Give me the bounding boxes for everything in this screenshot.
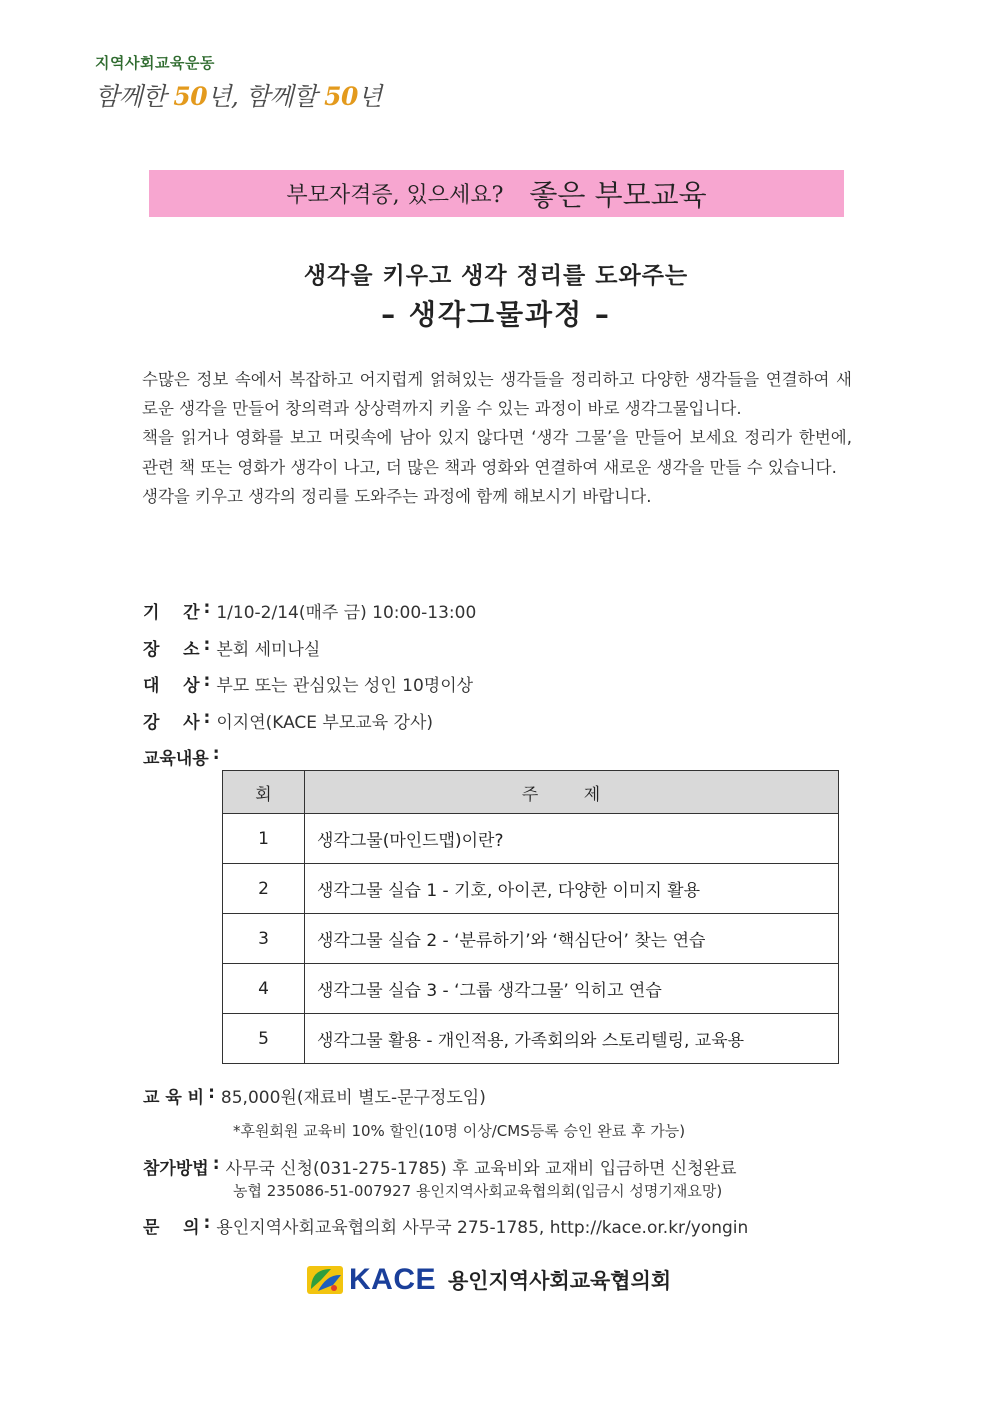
header-topic: 주 제 (305, 771, 839, 814)
slogan-num1: 50 (173, 82, 208, 111)
slogan-bottom (95, 77, 382, 113)
info-value: 사무국 신청(031-275-1785) 후 교육비와 교재비 입금하면 신청완료 (225, 1159, 737, 1179)
header-num: 회 (223, 771, 305, 814)
info-value: 85,000원(재료비 별도-문구정도임) (220, 1088, 486, 1108)
info-label: 문 의 (143, 1218, 200, 1238)
footer-logo (307, 1263, 671, 1297)
course-title: – 생각그물과정 – (381, 298, 611, 331)
info-label: 강 사 (143, 713, 200, 733)
info-fee: 교 육 비 : 85,000원(재료비 별도-문구정도임) (143, 1083, 486, 1108)
info-teacher: 강 사 : 이지연(KACE 부모교육 강사) (143, 708, 434, 733)
info-period: 기 간 : 1/10-2/14(매주 금) 10:00-13:00 (143, 598, 477, 623)
banner-question: 부모자격증, 있으세요? (286, 183, 504, 208)
fee-note: *후원회원 교육비 10% 할인(10명 이상/CMS등록 승인 완료 후 가능) (233, 1122, 686, 1140)
logo-text: KACE (349, 1263, 437, 1296)
subtitle: 생각을 키우고 생각 정리를 도와주는 (303, 263, 689, 289)
table-row (223, 914, 839, 964)
session-topic: 생각그물(마인드맵)이란? (305, 814, 839, 864)
intro-text (142, 365, 852, 511)
kace-logo-icon (307, 1263, 345, 1297)
info-label: 교육내용 (143, 749, 209, 769)
session-number: 1 (223, 814, 305, 864)
info-value: 본회 세미나실 (216, 640, 321, 660)
table-row (223, 864, 839, 914)
session-topic: 생각그물 활용 - 개인적용, 가족회의와 스토리텔링, 교육용 (305, 1014, 839, 1064)
info-label: 참가방법 (143, 1159, 209, 1179)
info-place: 장 소 : 본회 세미나실 (143, 635, 321, 660)
table-row (223, 964, 839, 1014)
header-slogan (95, 52, 382, 113)
slogan-part2: 년, 함께할 (207, 82, 325, 111)
info-label: 장 소 (143, 640, 200, 660)
info-target: 대 상 : 부모 또는 관심있는 성인 10명이상 (143, 671, 474, 696)
info-value: 이지연(KACE 부모교육 강사) (216, 713, 434, 733)
bank-account: 농협 235086-51-007927 용인지역사회교육협의회(입금시 성명기재요망) (233, 1182, 723, 1200)
session-topic: 생각그물 실습 3 - ‘그룹 생각그물’ 익히고 연습 (305, 964, 839, 1014)
session-number: 3 (223, 914, 305, 964)
session-number: 2 (223, 864, 305, 914)
session-topic: 생각그물 실습 1 - 기호, 아이콘, 다양한 이미지 활용 (305, 864, 839, 914)
slogan-num2: 50 (324, 82, 358, 111)
schedule-table (222, 770, 839, 1064)
info-contact: 문 의 : 용인지역사회교육협의회 사무국 275-1785, http://kace.or.kr/yongin (143, 1213, 749, 1238)
slogan-part1: 함께한 (95, 82, 174, 111)
info-label: 교 육 비 (143, 1088, 205, 1108)
info-apply: 참가방법 : 사무국 신청(031-275-1785) 후 교육비와 교재비 입금하면 신청완료 (143, 1154, 737, 1179)
banner-emphasis: 좋은 부모교육 (529, 178, 707, 212)
intro-paragraph: 생각을 키우고 생각의 정리를 도와주는 과정에 함께 해보시기 바랍니다. (142, 486, 652, 506)
info-label: 대 상 (143, 676, 200, 696)
session-topic: 생각그물 실습 2 - ‘분류하기’와 ‘핵심단어’ 찾는 연습 (305, 914, 839, 964)
table-row (223, 814, 839, 864)
slogan-top: 지역사회교육운동 (95, 54, 215, 72)
info-value: 1/10-2/14(매주 금) 10:00-13:00 (216, 603, 477, 623)
slogan-part3: 년 (357, 82, 382, 111)
info-content: 교육내용 : (143, 744, 220, 769)
info-label: 기 간 (143, 603, 200, 623)
table-header-row (223, 771, 839, 814)
info-value: 용인지역사회교육협의회 사무국 275-1785, http://kace.or.kr/yongin (216, 1218, 749, 1238)
intro-paragraph: 책을 읽거나 영화를 보고 머릿속에 남아 있지 않다면 ‘생각 그물’을 만들어 보세요 정리가 한번에, 관련 책 또는 영화가 생각이 나고, 더 많은 책과 영화와 연결하여 새로운 생각을 만들 수 있습니다. (142, 428, 852, 477)
org-name: 용인지역사회교육협의회 (448, 1269, 672, 1293)
session-number: 5 (223, 1014, 305, 1064)
title-banner (149, 170, 844, 217)
intro-paragraph: 수많은 정보 속에서 복잡하고 어지럽게 얽혀있는 생각들을 정리하고 다양한 생각들을 연결하여 새로운 생각을 만들어 창의력과 상상력까지 키울 수 있는 과정이 바로 생각그물입니다. (142, 370, 852, 419)
session-number: 4 (223, 964, 305, 1014)
table-row (223, 1014, 839, 1064)
info-value: 부모 또는 관심있는 성인 10명이상 (216, 676, 474, 696)
